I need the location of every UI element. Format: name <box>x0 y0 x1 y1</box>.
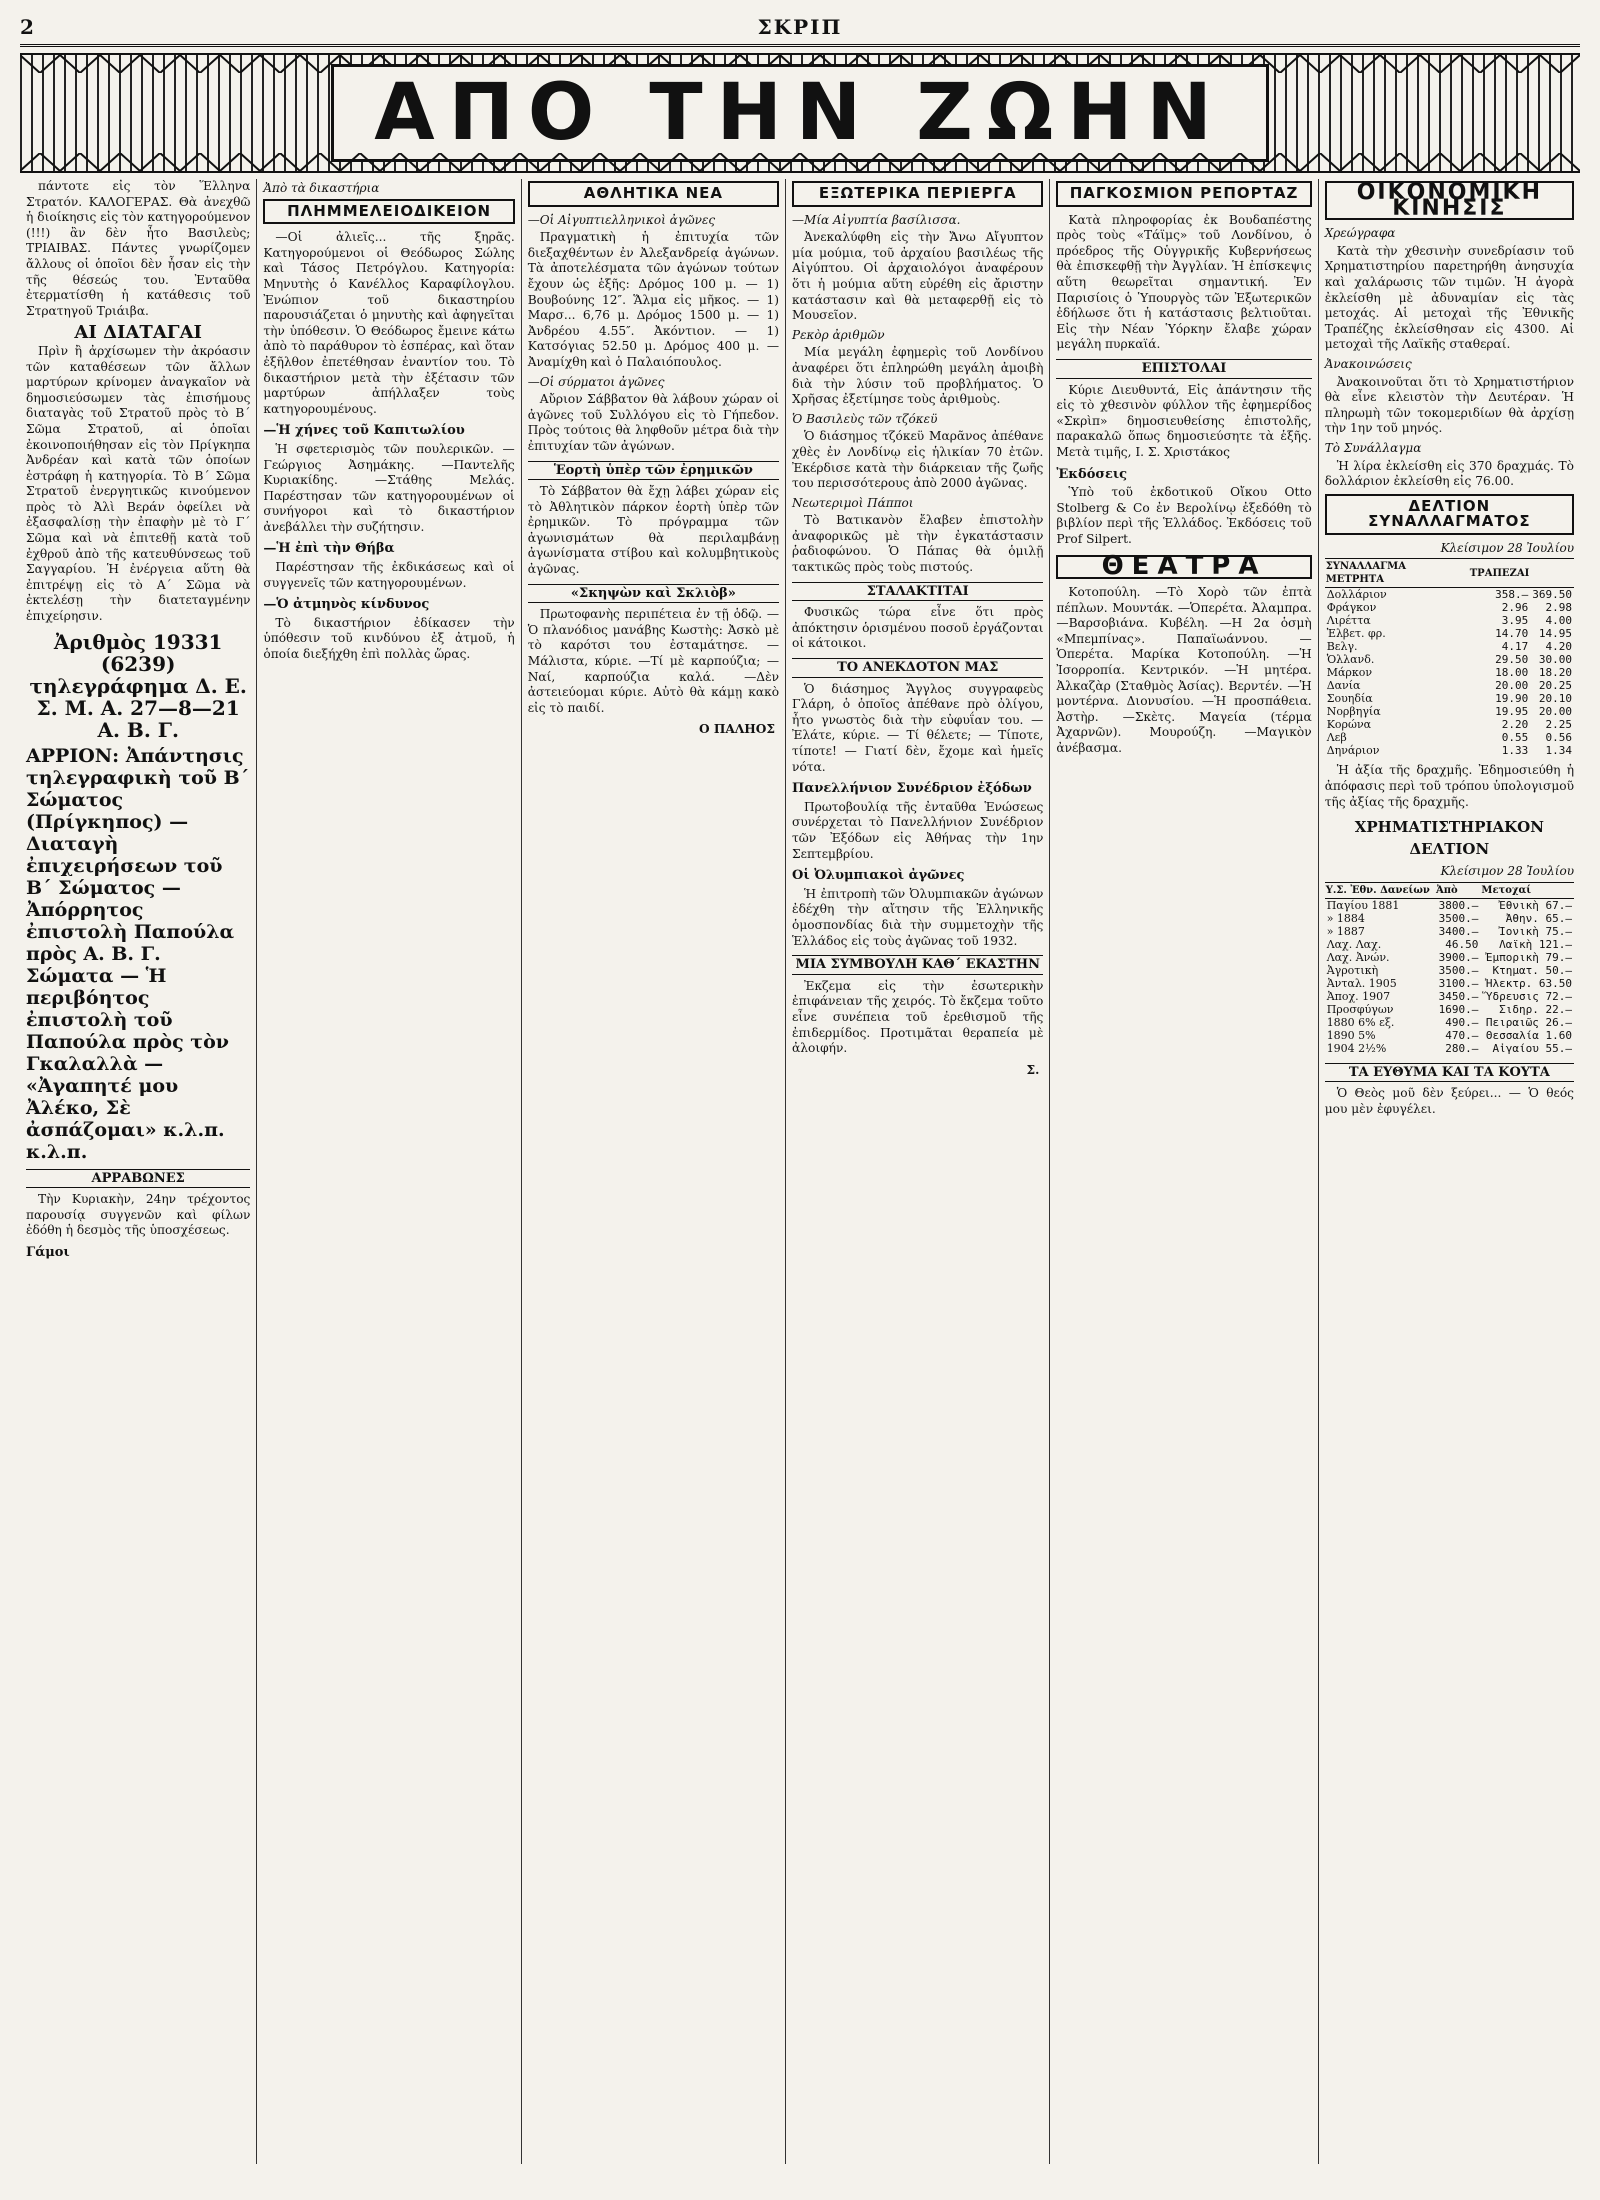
article-text: Κύριε Διευθυντά, Εἰς ἀπάντησιν τῆς εἰς τὸ χθεσινὸν φύλλον τῆς ἐφημερίδος «Σκρὶπ» δημοσιευθείσης ἐπιστολῆς, παρακαλῶ ὅπως δημοσιεύσητε τὰ ἑξῆς. Μετὰ τιμῆς, Ι. Σ. Χριστάκος <box>1056 382 1312 459</box>
article-text: Κατὰ τὴν χθεσινὴν συνεδρίασιν τοῦ Χρηματιστηρίου παρετηρήθη ἀνησυχία καὶ χαλάρωσις τῶν τιμῶν. Ἡ ἀγορὰ ἐκλείσθη μὲ ἀδυναμίαν εἰς τὰς μετοχάς. Αἱ μετοχαὶ τῆς Ἐθνικῆς Τραπέζης ἐκλείσθησαν εἰς 4300. Αἱ μετοχαὶ τῆς Λαϊκῆς σταθεραί. <box>1324 243 1575 352</box>
story-title: —Μία Αἰγυπτία βασίλισσα. <box>792 212 961 227</box>
table-cell: 4.17 <box>1501 640 1529 654</box>
newspaper-page <box>20 14 1580 2164</box>
story-title: Ρεκὸρ ἀριθμῶν <box>792 327 885 342</box>
story-title: Οἱ Ὀλυμπιακοὶ ἀγῶνες <box>792 868 965 884</box>
article-text: Ἀνακοινοῦται ὅτι τὸ Χρηματιστήριον θὰ εἶνε κλειστὸν τὴν Δευτέραν. Ἡ πληρωμὴ τῶν τοκομεριδίων θὰ ἀρχίσῃ τὴν 1ην τοῦ μηνός. <box>1324 374 1575 436</box>
article-text: Μία μεγάλη ἐφημερὶς τοῦ Λονδίνου ἀναφέρει ὅτι ἐπληρώθη μεγάλη ἀμοιβὴ διὰ τὴν λύσιν τοῦ προβλήματος. Ὁ Χρῆσας ἐξετίμησε τοὺς ἀριθμοὺς. <box>792 345 1044 407</box>
table-cell: Μάρκον <box>1326 666 1373 680</box>
table-header-cell <box>1530 559 1574 588</box>
section-title: ΤΑ ΕΥΘΥΜΑ ΚΑΙ ΤΑ ΚΟΥΤΑ <box>1325 1063 1574 1083</box>
article-text: Αὔριον Σάββατον θὰ λάβουν χώραν οἱ ἀγῶνες τοῦ Συλλόγου εἰς τὸ Γήπεδον. Πρὸς τούτοις θὰ ληφθοῦν μέτρα διὰ τὴν ἐπιτυχίαν τῶν ἀγώνων. <box>527 392 780 453</box>
table-cell: Ἀνταλ. 1905 <box>1326 976 1397 990</box>
table-cell: 3900.— <box>1438 950 1479 964</box>
table-cell: Βελγ. <box>1326 640 1358 654</box>
section-title: ΜΙΑ ΣΥΜΒΟΥΛΗ ΚΑΘ΄ ΕΚΑΣΤΗΝ <box>792 955 1043 975</box>
section-title: «Σκηψὼν καὶ Σκλιὸβ» <box>528 584 779 604</box>
signature: Σ. <box>1026 1062 1040 1077</box>
article-text: Τὸ δικαστήριον ἐδίκασεν τὴν ὑπόθεσιν τοῦ κινδύνου ἐξ ἀτμοῦ, ἡ ὁποία διεξήχθη ἐπὶ πολλὰς ὥρας. <box>263 615 515 662</box>
article-text: Παρέστησαν τῆς ἐκδικάσεως καὶ οἱ συγγενεῖς τῶν κατηγορουμένων. <box>263 560 515 590</box>
column-foreign <box>786 179 1050 2164</box>
story-title: Ἐκδόσεις <box>1056 466 1128 482</box>
table-cell: Ἠλεκτρ. 63.50 <box>1485 976 1573 990</box>
table-cell: 1880 6% εξ. <box>1326 1015 1395 1029</box>
table-row <box>1325 938 1574 951</box>
story-title: Νεωτεριμοὶ Πάπποι <box>792 495 914 510</box>
table-cell: 14.70 <box>1495 627 1529 641</box>
column-trial <box>20 179 257 2164</box>
table-cell: 1.33 <box>1501 744 1529 758</box>
banner-title: ΑΠΟ ΤΗΝ ΖΩΗΝ <box>331 64 1268 162</box>
heading-orders: ΑΙ ΔΙΑΤΑΓΑΙ <box>74 322 202 344</box>
zigzag-ornament <box>20 153 1580 171</box>
theatre-listings: Κοτοπούλη. —Τὸ Χορὸ τῶν ἐπτὰ πέπλων. Μουντάκ. —Ὁπερέτα. Ἀλαμπρα. —Βαρσοβιάνα. Κυβέλη. —Η 2α ὁσμὴ «Μπεμπίνας». Παπαϊωάννου. —Ὁπερέτα. Μαρίκα Κοτοπούλη. —Ἡ Ἰσορροπία. Κεντρικόν. —Ἡ μητέρα. Ἀλκαζὰρ (Σταθμὸς Ἀσίας). Βερντέν. —Ἡ μοντέρνα. Διονυσίου. —Ἡ προσπάθεια. Ἀστὴρ. —Σκὲτς. Μαγεία (τέρμα Ἀχαρνῶν). Μουρούζη. —Μαγικὸν ἀνέβασμα. <box>1056 585 1312 755</box>
table-header-cell: Υ.Σ. Ἐθν. Δανείων <box>1325 882 1435 898</box>
article-text: Ἡ ἐπιτροπὴ τῶν Ὀλυμπιακῶν ἀγώνων ἐδέχθη τὴν αἴτησιν τῆς Ἑλληνικῆς ὁμοσπονδίας διὰ τὴν συμμετοχὴν τῆς Ἑλλάδος εἰς τοὺς ἀγῶνας τοῦ 1932. <box>792 886 1044 948</box>
table-cell: 14.95 <box>1538 627 1573 641</box>
table-cell: 3450.— <box>1438 989 1479 1003</box>
table-row <box>1325 1003 1574 1016</box>
table-cell: Κορώνα <box>1326 718 1372 732</box>
table-cell: » 1887 <box>1326 924 1365 938</box>
table-row <box>1325 731 1574 744</box>
table-cell: Λαϊκὴ 121.— <box>1499 937 1573 951</box>
article-text: Πραγματικὴ ἡ ἐπιτυχία τῶν διεξαχθέντων ἐν Ἀλεξανδρείᾳ ἀγώνων. Τὰ ἀποτελέσματα τῶν ἀγώνων τούτων ἔχουν ὡς ἑξῆς: Δρόμος 100 μ. — 1) Βουβούνης 12″. Ἅλμα εἰς μῆκος. — 1) Μαρσ... 6,76 μ. Δρόμος 1500 μ. — 1) Ἀνδρέου 4.55″. Ἀκόντιον. — 1) Κατσόγιας 52.50 μ. Δρόμος 400 μ. — Ἀναμίχθη καὶ ὁ Παλαιόπουλος. <box>527 230 780 369</box>
story-title: —Ὁ ἀτμηνὸς κίνδυνος <box>263 597 430 613</box>
table-row <box>1325 1029 1574 1042</box>
article-text: πάντοτε εἰς τὸν Ἕλληνα Στρατόν. ΚΑΛΟΓΕΡΑΣ. Θὰ ἀνεχθῶ ἡ διοίκησις εἰς τὸν κατηγορούμενον (!!!) ἂν δὲν ἦτο Βασιλεὺς; ΤΡΙΑΙΒΑΣ. Πάντες γνωρίζομεν ἄλλους οἱ ὁποῖοι δὲν ἦσαν εἰς τὴν τῆς θέσεώς του. Ἐνταῦθα ἐτερματίσθη ἡ κατάθεσις τοῦ Στρατηγοῦ Τριάιβα. <box>26 179 251 318</box>
table-cell: Ἐμπορικὴ 79.— <box>1485 950 1573 964</box>
table-row <box>1325 990 1574 1003</box>
article-text: Ἡ σφετερισμὸς τῶν πουλερικῶν. —Γεώργιος Ἀσημάκης. —Παντελῆς Κυριακίδης. —Στάθης Μελάς. Παρέστησαν τῶν κατηγορουμένων οἱ συνήγοροι καὶ τὸ δικαστήριον ἀνεβάλλει τὴν συζήτησιν. <box>263 441 515 534</box>
table-row <box>1325 627 1574 640</box>
heading-world: ΠΑΓΚΟΣΜΙΟΝ ΡΕΠΟΡΤΑΖ <box>1056 181 1311 207</box>
table-cell: Λαχ. Λαχ. <box>1326 937 1382 951</box>
table-cell: 18.20 <box>1538 666 1573 680</box>
table-cell: 4.00 <box>1545 614 1573 628</box>
story-title: —Ἡ ἐπὶ τὴν Θήβα <box>263 541 395 557</box>
story-title: —Οἱ Αἰγυπτιελληνικοὶ ἀγῶνες <box>527 212 716 227</box>
table-cell: Σουηδία <box>1326 692 1373 706</box>
stock-table <box>1325 882 1574 1055</box>
table-header-cell: ΣΥΝΑΛΛΑΓΜΑ ΜΕΤΡΗΤΑ <box>1325 559 1469 588</box>
heading-foreign: ΕΞΩΤΕΡΙΚΑ ΠΕΡΙΕΡΓΑ <box>792 181 1043 207</box>
table-cell: Προσφύγων <box>1326 1002 1394 1016</box>
table-cell: 3500.— <box>1438 911 1479 925</box>
dispatch-heading: Ἀριθμὸς 19331 (6239) τηλεγράφημα Δ. Ε. Σ. Μ. Α. 27—8—21 Α. Β. Γ. <box>29 629 247 742</box>
table-row <box>1325 666 1574 679</box>
table-cell: 1.34 <box>1545 744 1573 758</box>
table-cell: 4.20 <box>1545 640 1573 654</box>
table-row <box>1325 601 1574 614</box>
heading-court: ΠΛΗΜΜΕΛΕΙΟΔΙΚΕΙΟΝ <box>263 199 514 225</box>
bold-summary: ΑΡΡΙΟΝ: Ἀπάντησις τηλεγραφικὴ τοῦ Β΄ Σώματος (Πρίγκηπος) — Διαταγὴ ἐπιχειρήσεων τοῦ Β΄ Σώματος — Ἀπόρρητος ἐπιστολὴ Παπούλα πρὸς Α. Β. Γ. Σώματα — Ἡ περιβόητος ἐπιστολὴ τοῦ Παπούλα πρὸς τὸν Γκαλαλλὰ — «Ἀγαπητέ μου Ἀλέκο, Σὲ ἀσπάζομαι» κ.λ.π. κ.λ.π. <box>26 744 250 1163</box>
article-text: —Οἱ ἀλιεῖς... τῆς ξηρᾶς. Κατηγορούμενοι οἱ Θεόδωρος Σώλης καὶ Τάσος Πετρόγλου. Κατηγορία: Μηνυτὴς ὁ Κανέλλος Καραφίλογλου. Ἐνώπιον τοῦ δικαστηρίου παρουσιάζεται ὁ μηνυτὴς καὶ ἀφηγεῖται τὴν ὑπόθεσιν. Ὁ Θεόδωρος ἔμεινε κάτω ἀπὸ τὸ παράθυρον τὸ ἑσπέρας, καὶ ὅταν ἐξῆλθον ἐπετέθησαν ἐναντίον του. Τὸ δικαστήριον μετὰ τὴν ἐξέτασιν τῶν μαρτύρων ἀπήλλαξεν τοὺς κατηγορουμένους. <box>263 230 515 416</box>
table-cell: Δολλάριον <box>1326 588 1387 602</box>
table-cell: Ἑλβετ. φρ. <box>1326 627 1386 641</box>
table-cell: 280.— <box>1445 1041 1479 1055</box>
table-cell: 20.00 <box>1495 679 1529 693</box>
article-text: Ὑπὸ τοῦ ἐκδοτικοῦ Οἴκου Otto Stolberg & Co ἐν Βερολίνῳ ἐξεδόθη τὸ βιβλίον περὶ τῆς Ἑλλάδος. Ἐκδόσεις τοῦ Prof Silpert. <box>1056 485 1312 546</box>
table-row <box>1325 679 1574 692</box>
table-cell: 3800.— <box>1438 898 1479 912</box>
table-cell: Φράγκον <box>1326 601 1377 615</box>
article-text: Τὸ Σάββατον θὰ ἔχῃ λάβει χώραν εἰς τὸ Ἀθλητικὸν πάρκον ἑορτὴ ὑπὲρ τῶν ἐρημικῶν. Τὸ πρόγραμμα τῶν ἀγωνισμάτων θὰ περιλαμβάνῃ ἀγωνίσματα στίβου καὶ κολυμβητικοὺς ἀγῶνας. <box>527 484 780 577</box>
table-row <box>1325 744 1574 757</box>
table-cell: Ἀποχ. 1907 <box>1326 989 1391 1003</box>
article-text: Πρωτοβουλίᾳ τῆς ἐνταῦθα Ἑνώσεως συνέρχεται τὸ Πανελλήνιον Συνέδριον τῶν Ἐξόδων εἰς Ἀθήνας τὴν 1ην Σεπτεμβρίου. <box>792 799 1044 861</box>
table-cell: 490.— <box>1445 1015 1479 1029</box>
table-row <box>1325 692 1574 705</box>
table-cell: Ὕδρευσις 72.— <box>1485 989 1573 1003</box>
table-cell: 3.95 <box>1501 614 1529 628</box>
column-world-report <box>1050 179 1318 2164</box>
column-sports <box>522 179 786 2164</box>
table-row <box>1325 614 1574 627</box>
article-text: Τὸ Βατικανὸν ἔλαβεν ἐπιστολὴν ἀναφορικῶς μὲ τὴν ἐγκατάστασιν ῥαδιοφώνου. Ὁ Πάπας θὰ ὁμιλῇ τακτικῶς πρὸς τοὺς πιστούς. <box>792 513 1044 575</box>
heading-theatres: ΘΕΑΤΡΑ <box>1056 555 1311 579</box>
paper-name: ΣΚΡΙΠ <box>757 15 843 39</box>
table-cell: 1890 5% <box>1326 1028 1376 1042</box>
table-cell: 30.00 <box>1538 653 1573 667</box>
table-cell: Κτηματ. 50.— <box>1492 963 1573 977</box>
story-title: —Οἱ σύρματοι ἀγῶνες <box>527 374 665 389</box>
article-text: Φυσικῶς τώρα εἶνε ὅτι πρὸς ἀπόκτησιν ὁρισμένου ποσοῦ ἐργάζονται οἱ κάτοικοι. <box>792 605 1044 651</box>
exchange-table <box>1325 558 1574 757</box>
table-cell: Πειραιῶς 26.— <box>1485 1015 1573 1029</box>
table-cell: 18.00 <box>1495 666 1529 680</box>
article-text: Ἡ ἀξία τῆς δραχμῆς. Ἐδημοσιεύθη ἡ ἀπόφασις περὶ τοῦ τρόπου ὑπολογισμοῦ τῆς ἀξίας τῆς δραχμῆς. <box>1324 763 1575 809</box>
table-cell: 3400.— <box>1438 924 1479 938</box>
exchange-table-title: ΔΕΛΤΙΟΝ ΣΥΝΑΛΛΑΓΜΑΤΟΣ <box>1325 494 1574 535</box>
table-row <box>1325 912 1574 925</box>
article-text: Ἀνεκαλύφθη εἰς τὴν Ἄνω Αἴγυπτον μία μούμια, τοῦ ἀρχαίου βασιλέως τῆς Αἰγύπτου. Οἱ ἀρχαιολόγοι ἀναφέρουν ὅτι ἡ μούμια αὕτη εὑρέθη εἰς ἄριστην κατάστασιν καὶ θὰ μεταφερθῇ εἰς τὸ Μουσεῖον. <box>792 230 1044 323</box>
table-cell: 1904 2½% <box>1326 1041 1387 1055</box>
table-cell: 1690.— <box>1438 1002 1479 1016</box>
table-cell: Δανία <box>1326 679 1361 693</box>
table-row <box>1325 653 1574 666</box>
engagements-title: ΑΡΡΑΒΩΝΕΣ <box>26 1169 250 1189</box>
story-title: Χρεώγραφα <box>1324 226 1396 241</box>
table-cell: 2.25 <box>1545 718 1573 732</box>
table-row <box>1325 1016 1574 1029</box>
kicker: Ἀπὸ τὰ δικαστήρια <box>263 181 380 195</box>
table-cell: Παγίου 1881 <box>1326 898 1400 912</box>
column-courts <box>257 179 521 2164</box>
table-cell: 29.50 <box>1495 653 1529 667</box>
article-text: Ὁ Θεὸς μοῦ δὲν ξεύρει... — Ὁ θεός μου μὲν ἐφυγέλει. <box>1324 1086 1575 1117</box>
article-text: Ὁ διάσημος τζόκεϋ Μαρᾶνος ἀπέθανε χθὲς ἐν Λονδίνῳ εἰς ἡλικίαν 70 ἐτῶν. Ἐκέρδισε κατὰ τὴν διάρκειαν τῆς ζωῆς του περισσότερους ἀπὸ 2000 ἀγῶνας. <box>792 429 1044 491</box>
table-cell: 470.— <box>1445 1028 1479 1042</box>
article-text: Κατὰ πληροφορίας ἐκ Βουδαπέστης πρὸς τοὺς «Τάϊμς» τοῦ Λονδίνου, ὁ πρόεδρος τῆς Οὑγγρικῆς Κυβερνήσεως θὰ ἐπισκεφθῇ τὴν Ἀγγλίαν. Ἡ ἐπίσκεψις αὕτη θεωρεῖται σημαντική. Ἐν Παρισίοις ὁ Ὑπουργὸς τῶν Ἐξωτερικῶν ἐδήλωσε ὅτι ἡ κατάστασις βελτιοῦται. Εἰς τὴν Νέαν Ὑόρκην ἔλαβε χώραν μεγάλη πυρκαϊά. <box>1056 212 1312 352</box>
table-row <box>1325 925 1574 938</box>
header-rule <box>20 44 1580 47</box>
section-title: Ἑορτὴ ὑπὲρ τῶν ἐρημικῶν <box>528 461 779 481</box>
story-title: Τὸ Συνάλλαγμα <box>1324 440 1422 455</box>
table-cell: 0.55 <box>1501 731 1529 745</box>
table-cell: Ἀγροτικὴ <box>1326 963 1379 977</box>
table-row <box>1325 705 1574 718</box>
table-cell: 19.95 <box>1495 705 1529 719</box>
table-cell: 2.96 <box>1501 601 1529 615</box>
page-header <box>20 14 1580 40</box>
table-cell: Ὁλλανδ. <box>1326 653 1375 667</box>
table-row <box>1325 977 1574 990</box>
table-row <box>1325 898 1574 912</box>
column-economy <box>1319 179 1580 2164</box>
story-title: Πανελλήνιον Συνέδριον ἐξόδων <box>792 781 1032 797</box>
table-cell: 0.56 <box>1545 731 1573 745</box>
table-cell: Ἐθνικὴ 67.— <box>1499 898 1573 912</box>
section-title: ΕΠΙΣΤΟΛΑΙ <box>1056 359 1311 379</box>
table-row <box>1325 964 1574 977</box>
table-cell: 19.90 <box>1495 692 1529 706</box>
table-cell: Νορβηγία <box>1326 705 1381 719</box>
story-title: Ὁ Βασιλεὺς τῶν τζόκεϋ <box>792 411 938 426</box>
table-date: Κλείσιμον 28 Ἰουλίου <box>1440 540 1575 555</box>
article-text: Ἡ λίρα ἐκλείσθη εἰς 370 δραχμάς. Τὸ δολλάριον ἐκλείσθη εἰς 76.00. <box>1324 458 1575 489</box>
table-cell: Λιρέττα <box>1326 614 1371 628</box>
table-cell: Δηνάριον <box>1326 744 1380 758</box>
table-cell: Σιδηρ. 22.— <box>1499 1002 1573 1016</box>
article-text: Τὴν Κυριακὴν, 24ην τρέχοντος παρουσίᾳ συγγενῶν καὶ φίλων ἐδόθη ἡ δεσμὸς τῆς ὑποσχέσεως. <box>26 1192 251 1238</box>
table-cell: Λεβ <box>1326 731 1347 745</box>
table-row <box>1325 1042 1574 1055</box>
table-cell: 20.10 <box>1538 692 1573 706</box>
table-cell: Ἰονικὴ 75.— <box>1499 924 1573 938</box>
table-header-cell: ΤΡΑΠΕΖΑΙ <box>1469 559 1531 588</box>
columns <box>20 179 1580 2164</box>
table-cell: » 1884 <box>1326 911 1365 925</box>
section-title: ΣΤΑΛΑΚΤΙΤΑΙ <box>792 582 1043 602</box>
weddings-title: Γάμοι <box>26 1245 70 1260</box>
heading-economy: ΟΙΚΟΝΟΜΙΚΗ ΚΙΝΗΣΙΣ <box>1325 181 1574 220</box>
table-cell: Λαχ. Ἀνών. <box>1326 950 1390 964</box>
section-banner <box>20 53 1580 173</box>
table-row <box>1325 718 1574 731</box>
story-title: Ἀνακοινώσεις <box>1324 356 1412 371</box>
table-cell: 2.20 <box>1501 718 1529 732</box>
table-cell: Θεσσαλία 1.60 <box>1485 1028 1573 1042</box>
table-cell: 20.00 <box>1538 705 1573 719</box>
table-cell: 46.50 <box>1445 937 1479 951</box>
table-cell: 2.98 <box>1545 601 1573 615</box>
section-title: ΤΟ ΑΝΕΚΔΟΤΟΝ ΜΑΣ <box>792 658 1043 678</box>
table-cell: 3500.— <box>1438 963 1479 977</box>
table-cell: 20.25 <box>1538 679 1573 693</box>
table-row <box>1325 951 1574 964</box>
table-cell: 369.50 <box>1532 588 1573 602</box>
signature: Ο ΠΑΛΗΟΣ <box>699 722 776 737</box>
table-header-cell: Ἀπὸ <box>1435 882 1480 898</box>
heading-sports: ΑΘΛΗΤΙΚΑ ΝΕΑ <box>528 181 779 207</box>
table-date: Κλείσιμον 28 Ἰουλίου <box>1440 864 1575 879</box>
page-number: 2 <box>20 15 34 39</box>
table-cell: 3100.— <box>1438 976 1479 990</box>
article-text: Ἐκζεμα εἰς τὴν ἐσωτερικὴν ἐπιφάνειαν τῆς χειρός. Τὸ ἔκζεμα τοῦτο εἶνε συνέπεια τοῦ ἐρεθισμοῦ τῆς ἐπιδερμίδος. Προτιμᾶται θεραπεία μὲ ἀλοιφήν. <box>792 978 1044 1056</box>
article-text: Πρὶν ἢ ἀρχίσωμεν τὴν ἀκρόασιν τῶν καταθέσεων τῶν ἄλλων μαρτύρων κρίνομεν ἀναγκαῖον νὰ δημοσιεύσωμεν τὰς ἐπισήμους διαταγὰς τοῦ Στρατοῦ πρὸς τὸ Β΄ Σῶμα Στρατοῦ, αἱ ὁποῖαι ἐκοινοποιήθησαν εἰς τὸν Πρίγκηπα Ἀνδρέαν καὶ κατὰ τῶν ὁποίων ἐστράφη ἡ κατηγορία. Τὸ Β΄ Σῶμα Στρατοῦ ἐνεργητικῶς κινούμενον πρὸς τὸ Ἀλὶ Βεράν ὀφείλει νὰ ἐξασφαλίσῃ τὴν ἐπαφὴν μὲ τὸ Γ΄ Σῶμα καὶ νὰ ἐπιτεθῇ κατὰ τοῦ ἐχθροῦ ἀπὸ τῆς κατευθύνσεως τοῦ Σαγγαρίου. Ἡ ἐνέργεια αὕτη θὰ ἐπιτρέψῃ εἰς τὸ Α΄ Σῶμα νὰ ἐκτελέσῃ τὴν διατεταγμένην ἐπιχείρησιν. <box>26 343 251 624</box>
table-cell: Ἀθην. 65.— <box>1505 911 1573 925</box>
table-row <box>1325 640 1574 653</box>
story-title: —Ἡ χήνες τοῦ Καπιτωλίου <box>263 423 465 439</box>
table-header-cell: Μετοχαί <box>1480 882 1574 898</box>
stock-table-title: ΧΡΗΜΑΤΙΣΤΗΡΙΑΚΟΝ ΔΕΛΤΙΟΝ <box>1354 818 1544 859</box>
table-cell: 358.— <box>1495 588 1529 602</box>
article-text: Ὁ διάσημος Ἄγγλος συγγραφεὺς Γλάρη, ὁ ὁποῖος ἀπέθανε πρὸ ὀλίγου, ἦτο γνωστὸς διὰ τὴν εὐφυΐαν του. — Ἐλάτε, κύριε. — Τί θέλετε; — Τίποτε, τίποτε! — Γιατί δὲν, ἔχομε καὶ ἡμεῖς νότα. <box>792 681 1044 774</box>
table-cell: Αἰγαίου 55.— <box>1492 1041 1573 1055</box>
table-row <box>1325 588 1574 602</box>
article-text: Πρωτοφανὴς περιπέτεια ἐν τῇ ὁδῷ. —Ὁ πλανόδιος μανάβης Κωστὴς: Ἀσκὸ μὲ τὸ καρότσι του ἐσταμάτησε. —Μάλιστα, κύριε. —Τί μὲ καρπούζια; —Ναί, καρπούζια καλά. —Δὲν ἀστειεύομαι κύριε. Αὐτὸ θὰ κάμῃ κακὸ εἰς τὸ παιδί. <box>527 607 780 715</box>
